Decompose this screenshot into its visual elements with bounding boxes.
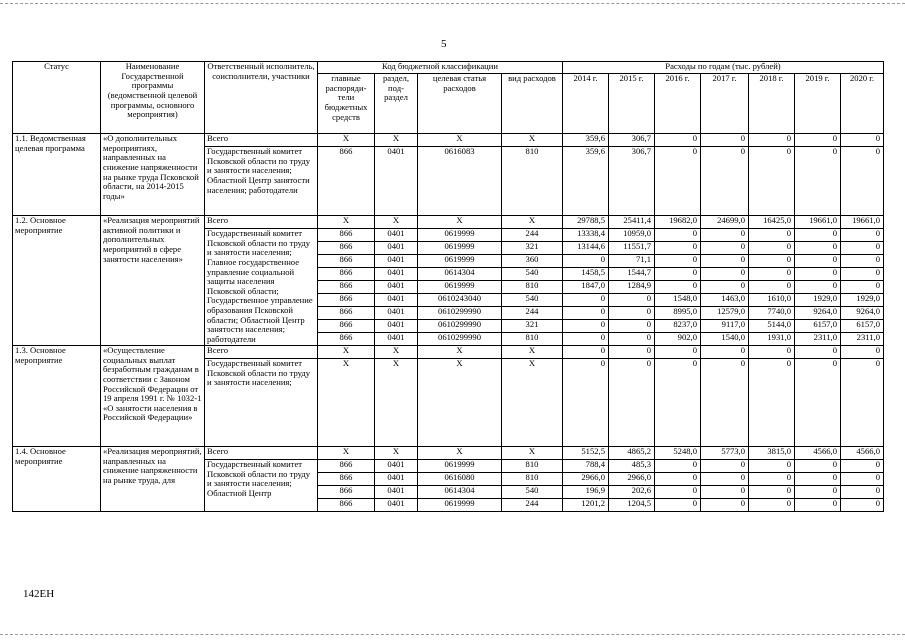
code-cell: X [318, 346, 375, 359]
code-cell: 540 [502, 268, 563, 281]
header-year: 2014 г. [563, 74, 609, 134]
code-cell: 866 [318, 229, 375, 242]
value-cell: 1540,0 [701, 333, 749, 346]
header-budget-code: Код бюджетной классификации [318, 62, 563, 74]
value-cell: 9264,0 [841, 307, 884, 320]
code-cell: 810 [502, 333, 563, 346]
value-cell: 0 [655, 281, 701, 294]
total-label-cell: Всего [205, 216, 318, 229]
value-cell: 8995,0 [655, 307, 701, 320]
code-cell: 866 [318, 473, 375, 486]
value-cell: 0 [795, 255, 841, 268]
value-cell: 4865,2 [609, 447, 655, 460]
value-cell: 0 [841, 268, 884, 281]
value-cell: 788,4 [563, 460, 609, 473]
value-cell: 0 [749, 499, 795, 512]
value-cell: 0 [655, 268, 701, 281]
value-cell: 0 [701, 499, 749, 512]
header-status: Статус [13, 62, 101, 134]
value-cell: 19682,0 [655, 216, 701, 229]
code-cell: 0401 [375, 281, 418, 294]
executor-cell: Государственный комитет Псковской области по труду и занятости населения; Областной Центр занятости населения; работодатели [205, 147, 318, 216]
value-cell: 0 [563, 346, 609, 359]
value-cell: 0 [609, 346, 655, 359]
value-cell: 0 [655, 147, 701, 216]
code-cell: 321 [502, 242, 563, 255]
table-body [13, 134, 884, 512]
code-cell: 244 [502, 229, 563, 242]
value-cell: 0 [841, 486, 884, 499]
value-cell: 0 [749, 255, 795, 268]
value-cell: 0 [841, 255, 884, 268]
header-year: 2016 г. [655, 74, 701, 134]
value-cell: 359,6 [563, 134, 609, 147]
header-name: Наименование Государственной программы (ведомственной целевой программы, основного мероприятия) [101, 62, 205, 134]
value-cell: 0 [841, 359, 884, 447]
value-cell: 0 [563, 320, 609, 333]
code-cell: X [418, 346, 502, 359]
value-cell: 0 [701, 473, 749, 486]
code-cell: 0619999 [418, 499, 502, 512]
value-cell: 19661,0 [841, 216, 884, 229]
value-cell: 0 [749, 486, 795, 499]
code-cell: X [318, 216, 375, 229]
value-cell: 0 [749, 229, 795, 242]
value-cell: 1610,0 [749, 294, 795, 307]
code-cell: 0401 [375, 268, 418, 281]
value-cell: 9264,0 [795, 307, 841, 320]
value-cell: 6157,0 [841, 320, 884, 333]
value-cell: 2966,0 [609, 473, 655, 486]
value-cell: 0 [701, 147, 749, 216]
value-cell: 0 [701, 346, 749, 359]
code-cell: 0401 [375, 333, 418, 346]
value-cell: 3815,0 [749, 447, 795, 460]
budget-table [12, 61, 884, 512]
value-cell: 0 [749, 460, 795, 473]
page-number: 5 [441, 38, 447, 50]
value-cell: 0 [841, 242, 884, 255]
value-cell: 0 [701, 255, 749, 268]
value-cell: 5152,5 [563, 447, 609, 460]
value-cell: 4566,0 [795, 447, 841, 460]
value-cell: 0 [749, 359, 795, 447]
value-cell: 0 [749, 346, 795, 359]
code-cell: 0401 [375, 242, 418, 255]
value-cell: 0 [795, 473, 841, 486]
code-cell: 0616083 [418, 147, 502, 216]
code-cell: X [375, 134, 418, 147]
code-cell: X [318, 359, 375, 447]
value-cell: 0 [749, 281, 795, 294]
value-cell: 0 [795, 499, 841, 512]
value-cell: 0 [609, 359, 655, 447]
value-cell: 0 [701, 268, 749, 281]
value-cell: 0 [701, 359, 749, 447]
value-cell: 0 [609, 333, 655, 346]
code-cell: X [502, 359, 563, 447]
header-year: 2018 г. [749, 74, 795, 134]
value-cell: 0 [655, 359, 701, 447]
value-cell: 0 [749, 268, 795, 281]
code-cell: 0619999 [418, 242, 502, 255]
value-cell: 0 [655, 134, 701, 147]
code-cell: 810 [502, 473, 563, 486]
value-cell: 0 [795, 147, 841, 216]
code-cell: 0619999 [418, 281, 502, 294]
value-cell: 24699,0 [701, 216, 749, 229]
code-cell: 866 [318, 242, 375, 255]
code-cell: 0401 [375, 147, 418, 216]
value-cell: 0 [701, 134, 749, 147]
header-year: 2019 г. [795, 74, 841, 134]
code-cell: 0610299990 [418, 307, 502, 320]
value-cell: 0 [701, 486, 749, 499]
code-cell: 866 [318, 499, 375, 512]
total-label-cell: Всего [205, 447, 318, 460]
value-cell: 0 [795, 460, 841, 473]
executor-cell: Государственный комитет Псковской области по труду и занятости населения; [205, 359, 318, 447]
value-cell: 0 [795, 346, 841, 359]
code-cell: 810 [502, 147, 563, 216]
code-cell: 866 [318, 460, 375, 473]
code-cell: 244 [502, 499, 563, 512]
code-cell: 866 [318, 486, 375, 499]
program-name-cell: «Реализация мероприятий, направленных на снижение напряженности на рынке труда, для [101, 447, 205, 512]
value-cell: 0 [655, 486, 701, 499]
value-cell: 5773,0 [701, 447, 749, 460]
code-cell: X [502, 346, 563, 359]
table-row-total [13, 216, 884, 229]
value-cell: 0 [841, 134, 884, 147]
footer-code: 142ЕН [23, 588, 55, 600]
value-cell: 0 [655, 255, 701, 268]
page-bottom-edge [0, 634, 905, 635]
code-cell: X [418, 134, 502, 147]
code-cell: X [418, 447, 502, 460]
value-cell: 4566,0 [841, 447, 884, 460]
code-cell: 0616080 [418, 473, 502, 486]
value-cell: 5248,0 [655, 447, 701, 460]
value-cell: 5144,0 [749, 320, 795, 333]
code-cell: 866 [318, 268, 375, 281]
page-top-edge [0, 3, 905, 4]
value-cell: 2311,0 [795, 333, 841, 346]
value-cell: 0 [655, 229, 701, 242]
code-cell: 866 [318, 255, 375, 268]
value-cell: 196,9 [563, 486, 609, 499]
value-cell: 0 [563, 333, 609, 346]
header-year: 2017 г. [701, 74, 749, 134]
code-cell: 0401 [375, 473, 418, 486]
value-cell: 485,3 [609, 460, 655, 473]
value-cell: 1201,2 [563, 499, 609, 512]
value-cell: 0 [749, 242, 795, 255]
code-cell: 0401 [375, 307, 418, 320]
program-name-cell: «О дополнительных мероприятиях, направленных на снижение напряженности на рынке труда Псковской области, на 2014-2015 годы» [101, 134, 205, 216]
value-cell: 902,0 [655, 333, 701, 346]
code-cell: X [418, 359, 502, 447]
code-cell: X [375, 346, 418, 359]
value-cell: 0 [563, 307, 609, 320]
header-csr: целевая статья расходов [418, 74, 502, 134]
value-cell: 0 [609, 294, 655, 307]
code-cell: 866 [318, 294, 375, 307]
value-cell: 29788,5 [563, 216, 609, 229]
code-cell: 866 [318, 147, 375, 216]
code-cell: X [502, 216, 563, 229]
code-cell: 0619999 [418, 229, 502, 242]
code-cell: 0401 [375, 460, 418, 473]
code-cell: 810 [502, 281, 563, 294]
code-cell: 866 [318, 333, 375, 346]
value-cell: 7740,0 [749, 307, 795, 320]
code-cell: X [418, 216, 502, 229]
code-cell: 0619999 [418, 255, 502, 268]
value-cell: 1544,7 [609, 268, 655, 281]
value-cell: 0 [749, 473, 795, 486]
value-cell: 0 [749, 147, 795, 216]
value-cell: 0 [655, 346, 701, 359]
status-cell: 1.2. Основное мероприятие [13, 216, 101, 346]
value-cell: 1847,0 [563, 281, 609, 294]
value-cell: 2966,0 [563, 473, 609, 486]
code-cell: X [375, 216, 418, 229]
value-cell: 2311,0 [841, 333, 884, 346]
code-cell: 0610299990 [418, 333, 502, 346]
header-grbs: главные распоряди-тели бюджетных средств [318, 74, 375, 134]
code-cell: 360 [502, 255, 563, 268]
value-cell: 0 [795, 281, 841, 294]
value-cell: 0 [563, 359, 609, 447]
value-cell: 202,6 [609, 486, 655, 499]
value-cell: 0 [795, 242, 841, 255]
value-cell: 359,6 [563, 147, 609, 216]
value-cell: 0 [609, 320, 655, 333]
code-cell: 0401 [375, 255, 418, 268]
code-cell: X [375, 359, 418, 447]
header-vr: вид расходов [502, 74, 563, 134]
code-cell: 0610243040 [418, 294, 502, 307]
code-cell: 866 [318, 281, 375, 294]
code-cell: 810 [502, 460, 563, 473]
value-cell: 0 [841, 346, 884, 359]
code-cell: 866 [318, 320, 375, 333]
value-cell: 13144,6 [563, 242, 609, 255]
value-cell: 0 [749, 134, 795, 147]
status-cell: 1.3. Основное мероприятие [13, 346, 101, 447]
value-cell: 16425,0 [749, 216, 795, 229]
code-cell: 0401 [375, 229, 418, 242]
value-cell: 0 [795, 229, 841, 242]
table-row-total [13, 134, 884, 147]
value-cell: 0 [795, 134, 841, 147]
program-name-cell: «Осуществление социальных выплат безработным гражданам в соответствии с Законом Российской Федерации от 19 апреля 1991 г. № 1032-1 «О занятости населения в Российской Федерации» [101, 346, 205, 447]
code-cell: X [318, 134, 375, 147]
value-cell: 9117,0 [701, 320, 749, 333]
value-cell: 1463,0 [701, 294, 749, 307]
status-cell: 1.4. Основное мероприятие [13, 447, 101, 512]
total-label-cell: Всего [205, 346, 318, 359]
code-cell: X [502, 447, 563, 460]
status-cell: 1.1. Ведомственная целевая программа [13, 134, 101, 216]
value-cell: 1204,5 [609, 499, 655, 512]
code-cell: 866 [318, 307, 375, 320]
value-cell: 0 [563, 255, 609, 268]
value-cell: 1931,0 [749, 333, 795, 346]
value-cell: 1458,5 [563, 268, 609, 281]
value-cell: 306,7 [609, 134, 655, 147]
code-cell: 244 [502, 307, 563, 320]
value-cell: 6157,0 [795, 320, 841, 333]
code-cell: 540 [502, 486, 563, 499]
code-cell: 0610299990 [418, 320, 502, 333]
code-cell: 540 [502, 294, 563, 307]
code-cell: 0401 [375, 486, 418, 499]
value-cell: 0 [841, 281, 884, 294]
code-cell: 0401 [375, 294, 418, 307]
value-cell: 0 [841, 147, 884, 216]
value-cell: 0 [655, 242, 701, 255]
value-cell: 0 [841, 229, 884, 242]
value-cell: 1929,0 [841, 294, 884, 307]
value-cell: 0 [563, 294, 609, 307]
code-cell: X [375, 447, 418, 460]
value-cell: 1284,9 [609, 281, 655, 294]
total-label-cell: Всего [205, 134, 318, 147]
value-cell: 0 [795, 268, 841, 281]
value-cell: 0 [609, 307, 655, 320]
header-executor: Ответственный исполнитель, соисполнители, участники [205, 62, 318, 134]
value-cell: 0 [701, 281, 749, 294]
value-cell: 10959,0 [609, 229, 655, 242]
code-cell: X [318, 447, 375, 460]
header-year: 2015 г. [609, 74, 655, 134]
code-cell: 0614304 [418, 486, 502, 499]
header-expenses: Расходы по годам (тыс. рублей) [563, 62, 884, 74]
value-cell: 0 [841, 473, 884, 486]
value-cell: 0 [795, 486, 841, 499]
value-cell: 0 [655, 473, 701, 486]
program-name-cell: «Реализация мероприятий активной политики и дополнительных мероприятий в сфере занятости населения» [101, 216, 205, 346]
value-cell: 12579,0 [701, 307, 749, 320]
value-cell: 1929,0 [795, 294, 841, 307]
value-cell: 0 [841, 499, 884, 512]
code-cell: X [502, 134, 563, 147]
value-cell: 306,7 [609, 147, 655, 216]
code-cell: 0401 [375, 499, 418, 512]
header-year: 2020 г. [841, 74, 884, 134]
value-cell: 13338,4 [563, 229, 609, 242]
value-cell: 8237,0 [655, 320, 701, 333]
value-cell: 19661,0 [795, 216, 841, 229]
value-cell: 0 [701, 242, 749, 255]
code-cell: 321 [502, 320, 563, 333]
value-cell: 71,1 [609, 255, 655, 268]
executor-cell: Государственный комитет Псковской области по труду и занятости населения; Областной Центр [205, 460, 318, 512]
value-cell: 1548,0 [655, 294, 701, 307]
table-row-total [13, 447, 884, 460]
value-cell: 0 [655, 499, 701, 512]
executor-cell: Государственный комитет Псковской области по труду и занятости населения; Главное государственное управление социальной защиты населения Псковской области; Государственное управление образования Псковской области; Областной Центр занятости населения; работодатели [205, 229, 318, 346]
value-cell: 0 [795, 359, 841, 447]
value-cell: 25411,4 [609, 216, 655, 229]
table-row-total [13, 346, 884, 359]
code-cell: 0614304 [418, 268, 502, 281]
value-cell: 0 [655, 460, 701, 473]
value-cell: 11551,7 [609, 242, 655, 255]
code-cell: 0619999 [418, 460, 502, 473]
value-cell: 0 [701, 229, 749, 242]
header-rz: раздел, под-раздел [375, 74, 418, 134]
value-cell: 0 [841, 460, 884, 473]
value-cell: 0 [701, 460, 749, 473]
code-cell: 0401 [375, 320, 418, 333]
